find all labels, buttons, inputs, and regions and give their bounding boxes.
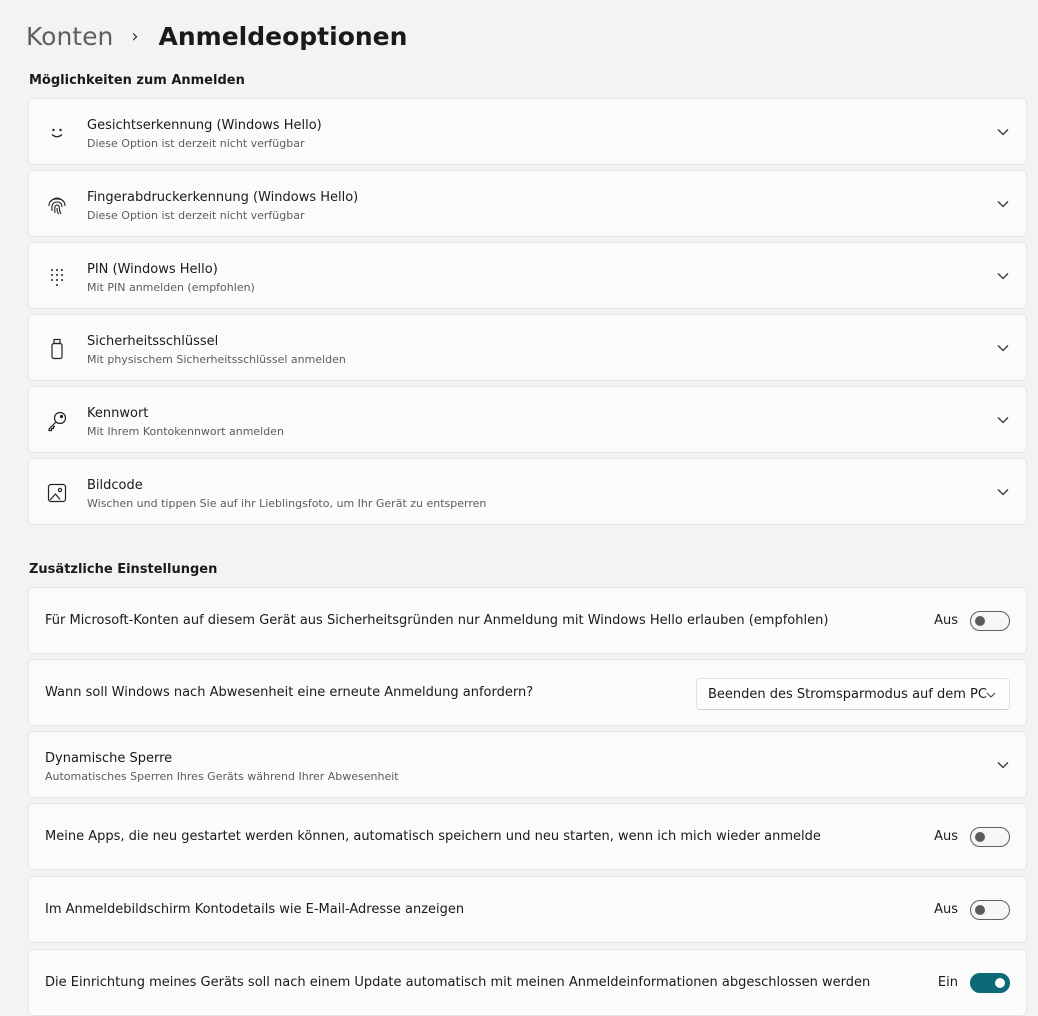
pin-keypad-icon — [45, 265, 69, 289]
setting-label: Wann soll Windows nach Abwesenheit eine erneute Anmeldung anfordern? — [45, 685, 534, 700]
setting-restart-apps — [28, 803, 1027, 870]
face-icon — [45, 121, 69, 145]
chevron-down-icon[interactable] — [996, 269, 1010, 283]
sign-in-option-password[interactable] — [28, 386, 1027, 453]
page-title: Anmeldeoptionen — [158, 21, 408, 51]
sign-in-option-picture-password[interactable] — [28, 458, 1027, 525]
dropdown-value: Beenden des Stromsparmodus auf dem PC — [708, 687, 987, 702]
picture-icon — [45, 481, 69, 505]
chevron-down-icon[interactable] — [996, 758, 1010, 772]
toggle-state-label: Aus — [934, 829, 958, 844]
restart-apps-toggle[interactable] — [970, 827, 1010, 847]
fingerprint-icon — [45, 193, 69, 217]
toggle-knob — [975, 905, 985, 915]
setting-label: Die Einrichtung meines Geräts soll nach einem Update automatisch mit meinen Anmeldeinformationen abgeschlossen werden — [45, 975, 871, 990]
account-details-toggle[interactable] — [970, 900, 1010, 920]
option-subtitle: Mit physischem Sicherheitsschlüssel anmelden — [87, 353, 346, 366]
toggle-state-label: Aus — [934, 902, 958, 917]
toggle-knob — [975, 616, 985, 626]
section-heading-additional-settings: Zusätzliche Einstellungen — [29, 562, 218, 577]
sign-in-option-security-key[interactable] — [28, 314, 1027, 381]
chevron-down-icon[interactable] — [996, 341, 1010, 355]
toggle-state-label: Ein — [937, 975, 958, 990]
toggle-knob — [975, 832, 985, 842]
setting-title: Dynamische Sperre — [45, 751, 173, 766]
setting-subtitle: Automatisches Sperren Ihres Geräts während Ihrer Abwesenheit — [45, 770, 399, 783]
option-subtitle: Diese Option ist derzeit nicht verfügbar — [87, 137, 305, 150]
option-subtitle: Mit PIN anmelden (empfohlen) — [87, 281, 255, 294]
toggle-state-label: Aus — [934, 613, 958, 628]
auto-finish-setup-toggle[interactable] — [970, 973, 1010, 993]
breadcrumb-konten[interactable]: Konten — [26, 21, 114, 51]
setting-auto-finish-setup — [28, 949, 1027, 1016]
option-subtitle: Diese Option ist derzeit nicht verfügbar — [87, 209, 305, 222]
breadcrumb — [26, 16, 407, 56]
setting-hello-only — [28, 587, 1027, 654]
setting-label: Im Anmeldebildschirm Kontodetails wie E-Mail-Adresse anzeigen — [45, 902, 465, 917]
require-signin-dropdown[interactable] — [696, 678, 1010, 710]
setting-require-signin — [28, 659, 1027, 726]
setting-label: Für Microsoft-Konten auf diesem Gerät aus Sicherheitsgründen nur Anmeldung mit Windows Hello erlauben (empfohlen) — [45, 613, 829, 628]
hello-only-toggle[interactable] — [970, 611, 1010, 631]
chevron-down-icon[interactable] — [996, 413, 1010, 427]
option-title: Kennwort — [87, 406, 149, 421]
sign-in-option-pin[interactable] — [28, 242, 1027, 309]
breadcrumb-separator: › — [131, 25, 139, 47]
sign-in-option-face[interactable] — [28, 98, 1027, 165]
usb-key-icon — [45, 337, 69, 361]
option-subtitle: Mit Ihrem Kontokennwort anmelden — [87, 425, 284, 438]
option-title: Fingerabdruckerkennung (Windows Hello) — [87, 190, 359, 205]
option-subtitle: Wischen und tippen Sie auf ihr Lieblingsfoto, um Ihr Gerät zu entsperren — [87, 497, 487, 510]
setting-dynamic-lock[interactable] — [28, 731, 1027, 798]
sign-in-option-fingerprint[interactable] — [28, 170, 1027, 237]
section-heading-sign-in-options: Möglichkeiten zum Anmelden — [29, 73, 245, 88]
option-title: Sicherheitsschlüssel — [87, 334, 219, 349]
key-icon — [45, 409, 69, 433]
option-title: Bildcode — [87, 478, 143, 493]
setting-account-details — [28, 876, 1027, 943]
setting-label: Meine Apps, die neu gestartet werden können, automatisch speichern und neu starten, wenn ich mich wieder anmelde — [45, 829, 821, 844]
chevron-down-icon — [985, 689, 997, 701]
option-title: PIN (Windows Hello) — [87, 262, 218, 277]
toggle-knob — [995, 978, 1005, 988]
chevron-down-icon[interactable] — [996, 485, 1010, 499]
chevron-down-icon[interactable] — [996, 197, 1010, 211]
option-title: Gesichtserkennung (Windows Hello) — [87, 118, 322, 133]
chevron-down-icon[interactable] — [996, 125, 1010, 139]
